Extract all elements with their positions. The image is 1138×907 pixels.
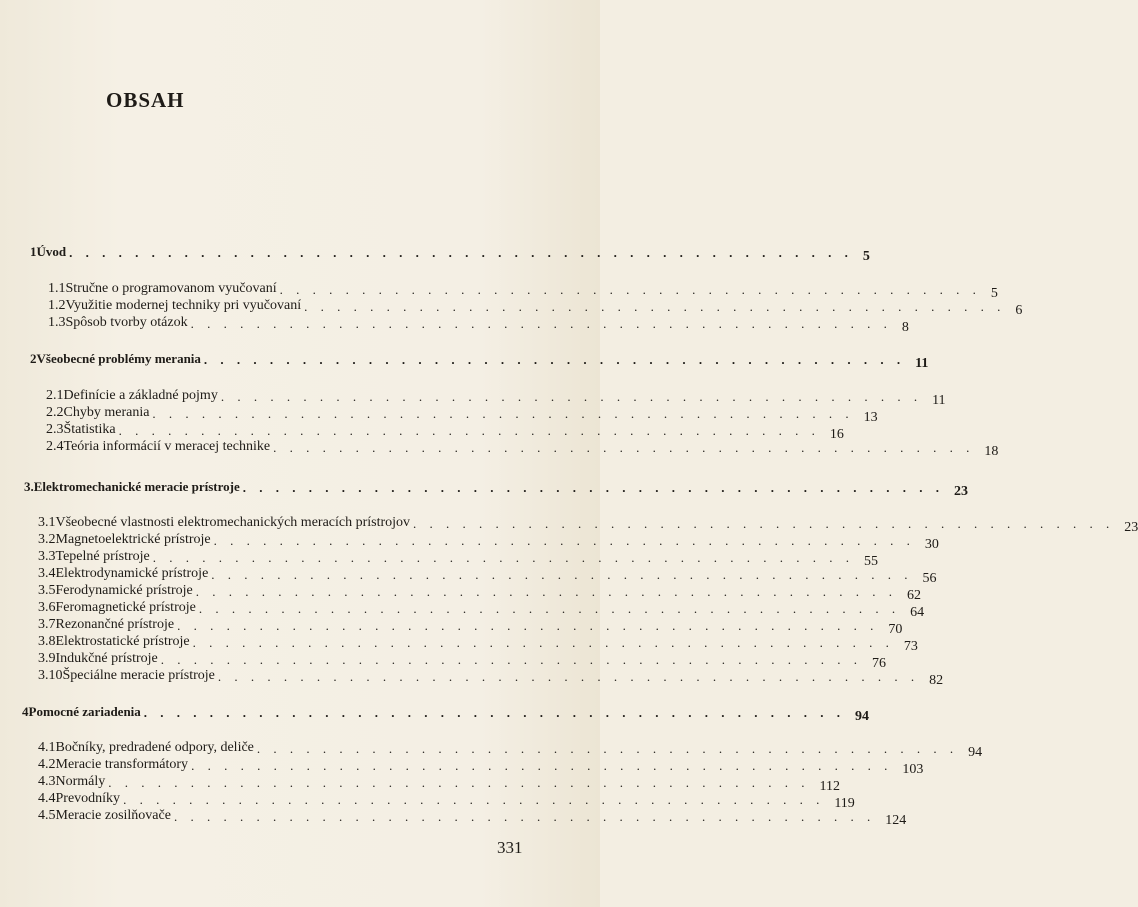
toc-section	[38, 804, 907, 828]
chapter-number: 4	[22, 704, 29, 719]
section-title: Feromagnetické prístroje	[55, 600, 196, 615]
section-number: 2.2	[46, 405, 64, 420]
leader-dots: . . . . . . . . . . . . . . . . . . . . . . . . . . . . . . . . . . . . . . . . . . .	[152, 406, 854, 421]
section-title: Teória informácií v meracej technike	[63, 439, 271, 454]
section-page: 112	[819, 779, 840, 794]
section-page: 124	[885, 813, 907, 828]
section-number: 2.4	[46, 439, 64, 454]
chapter-number: 1	[30, 244, 37, 259]
leader-dots: . . . . . . . . . . . . . . . . . . . . . . . . . . . . . . . . . . . . . . . . . . .	[192, 635, 894, 650]
section-title: Štatistika	[63, 422, 116, 437]
leader-dots: . . . . . . . . . . . . . . . . . . . . . . . . . . . . . . . . . . . . . . . . . . .	[217, 669, 920, 684]
toc-chapter	[30, 240, 870, 264]
leader-dots: . . . . . . . . . . . . . . . . . . . . . . . . . . . . . . . . . . . . . . . . . . .	[213, 533, 915, 548]
section-number: 3.8	[38, 634, 56, 649]
toc-chapter	[22, 700, 870, 724]
chapter-title: Všeobecné problémy merania	[36, 351, 201, 366]
section-page: 70	[888, 622, 903, 637]
section-page: 103	[902, 762, 924, 777]
section-title: Meracie transformátory	[55, 757, 189, 772]
section-page: 13	[863, 410, 878, 425]
section-number: 3.6	[38, 600, 56, 615]
section-title: Magnetoelektrické prístroje	[55, 532, 211, 547]
section-number: 3.5	[38, 583, 56, 598]
leader-dots: . . . . . . . . . . . . . . . . . . . . . . . . . . . . . . . . . . . . . . . . . . .	[273, 440, 975, 455]
section-number: 1.3	[48, 315, 66, 330]
section-number: 2.1	[46, 388, 64, 403]
leader-dots: . . . . . . . . . . . . . . . . . . . . . . . . . . . . . . . . . . . . . . . . . . .	[173, 809, 876, 824]
chapter-page: 23	[954, 484, 969, 499]
section-number: 3.2	[38, 532, 56, 547]
leader-dots: . . . . . . . . . . . . . . . . . . . . . . . . . . . . . . . . . . . . . . . . . . .	[177, 618, 879, 633]
section-number: 4.4	[38, 791, 56, 806]
section-number: 3.1	[38, 515, 56, 530]
toc-section	[38, 664, 944, 688]
section-page: 8	[901, 320, 909, 335]
leader-dots: . . . . . . . . . . . . . . . . . . . . . . . . . . . . . . . . . . . . . . . . . . .	[152, 550, 855, 565]
leader-dots: . . . . . . . . . . . . . . . . . . . . . . . . . . . . . . . . . . . . . . . . . . .	[160, 652, 862, 667]
section-page: 94	[968, 745, 983, 760]
section-page: 62	[907, 588, 921, 603]
section-number: 3.7	[38, 617, 56, 632]
section-number: 4.2	[38, 757, 56, 772]
section-page: 73	[903, 639, 918, 654]
section-page: 76	[872, 656, 886, 671]
leader-dots: . . . . . . . . . . . . . . . . . . . . . . . . . . . . . . . . . . . . . . . . . . .	[195, 584, 897, 599]
leader-dots: . . . . . . . . . . . . . . . . . . . . . . . . . . . . . . . . . . . . . . . . . . .	[304, 299, 1006, 314]
section-page: 119	[834, 796, 855, 811]
section-number: 1.1	[48, 281, 66, 296]
section-number: 3.9	[38, 651, 56, 666]
section-title: Prevodníky	[55, 791, 121, 806]
leader-dots: . . . . . . . . . . . . . . . . . . . . . . . . . . . . . . . . . . . . . . . . . . .	[242, 480, 945, 495]
section-page: 82	[929, 673, 944, 688]
toc-chapter	[24, 475, 969, 499]
section-title: Spôsob tvorby otázok	[65, 315, 188, 330]
page-number: 331	[497, 838, 523, 857]
toc-section	[48, 311, 909, 335]
section-page: 64	[910, 605, 925, 620]
chapter-page: 94	[855, 709, 870, 724]
section-number: 4.5	[38, 808, 56, 823]
section-title: Všeobecné vlastnosti elektromechanických meracích prístrojov	[55, 515, 411, 530]
section-title: Bočníky, predradené odpory, deliče	[55, 740, 254, 755]
section-page: 55	[864, 554, 879, 569]
leader-dots: . . . . . . . . . . . . . . . . . . . . . . . . . . . . . . . . . . . . . . . . . . .	[203, 352, 906, 367]
section-title: Rezonančné prístroje	[55, 617, 175, 632]
section-page: 11	[932, 393, 946, 408]
leader-dots: . . . . . . . . . . . . . . . . . . . . . . . . . . . . . . . . . . . . . . . . . . .	[198, 601, 901, 616]
chapter-title: Elektromechanické meracie prístroje	[33, 479, 240, 494]
section-title: Ferodynamické prístroje	[55, 583, 193, 598]
page-title: OBSAH	[106, 88, 185, 112]
section-page: 23	[1124, 520, 1138, 535]
section-number: 2.3	[46, 422, 64, 437]
leader-dots: . . . . . . . . . . . . . . . . . . . . . . . . . . . . . . . . . . . . . . . . . . .	[143, 705, 846, 720]
section-title: Elektrostatické prístroje	[55, 634, 190, 649]
section-title: Normály	[55, 774, 106, 789]
section-page: 56	[922, 571, 937, 586]
section-page: 6	[1015, 303, 1023, 318]
chapter-number: 3.	[24, 479, 34, 494]
leader-dots: . . . . . . . . . . . . . . . . . . . . . . . . . . . . . . . . . . . . . . . . . . . . . . . .	[69, 245, 853, 260]
section-number: 3.10	[38, 668, 63, 683]
leader-dots: . . . . . . . . . . . . . . . . . . . . . . . . . . . . . . . . . . . . . . . . . . .	[279, 282, 981, 297]
chapter-title: Pomocné zariadenia	[28, 704, 141, 719]
chapter-title: Úvod	[36, 244, 67, 259]
section-title: Indukčné prístroje	[55, 651, 158, 666]
section-page: 30	[924, 537, 939, 552]
section-title: Tepelné prístroje	[55, 549, 150, 564]
leader-dots: . . . . . . . . . . . . . . . . . . . . . . . . . . . . . . . . . . . . . . . . . . .	[211, 567, 913, 582]
leader-dots: . . . . . . . . . . . . . . . . . . . . . . . . . . . . . . . . . . . . . . . . . . .	[123, 792, 825, 807]
section-title: Chyby merania	[63, 405, 150, 420]
leader-dots: . . . . . . . . . . . . . . . . . . . . . . . . . . . . . . . . . . . . . . . . . . .	[256, 741, 959, 756]
section-title: Meracie zosilňovače	[55, 808, 171, 823]
toc-chapter	[30, 347, 929, 371]
section-page: 18	[984, 444, 999, 459]
section-title: Stručne o programovanom vyučovaní	[65, 281, 277, 296]
leader-dots: . . . . . . . . . . . . . . . . . . . . . . . . . . . . . . . . . . . . . . . . . . .	[108, 775, 810, 790]
chapter-page: 11	[915, 356, 929, 371]
section-page: 5	[990, 286, 998, 301]
section-page: 16	[829, 427, 844, 442]
chapter-number: 2	[30, 351, 37, 366]
leader-dots: . . . . . . . . . . . . . . . . . . . . . . . . . . . . . . . . . . . . . . . . . . .	[190, 316, 892, 331]
section-number: 3.4	[38, 566, 56, 581]
leader-dots: . . . . . . . . . . . . . . . . . . . . . . . . . . . . . . . . . . . . . . . . . . .	[118, 423, 820, 438]
chapter-page: 5	[862, 249, 870, 264]
section-number: 4.3	[38, 774, 56, 789]
section-number: 3.3	[38, 549, 56, 564]
leader-dots: . . . . . . . . . . . . . . . . . . . . . . . . . . . . . . . . . . . . . . . . . . .	[220, 389, 923, 404]
section-title: Využitie modernej techniky pri vyučovaní	[65, 298, 302, 313]
leader-dots: . . . . . . . . . . . . . . . . . . . . . . . . . . . . . . . . . . . . . . . . . . .	[191, 758, 893, 773]
section-title: Definície a základné pojmy	[63, 388, 218, 403]
section-number: 4.1	[38, 740, 56, 755]
section-number: 1.2	[48, 298, 66, 313]
leader-dots: . . . . . . . . . . . . . . . . . . . . . . . . . . . . . . . . . . . . . . . . . . .	[413, 516, 1115, 531]
section-title: Špeciálne meracie prístroje	[62, 668, 215, 683]
toc-section	[38, 435, 999, 459]
section-title: Elektrodynamické prístroje	[55, 566, 209, 581]
